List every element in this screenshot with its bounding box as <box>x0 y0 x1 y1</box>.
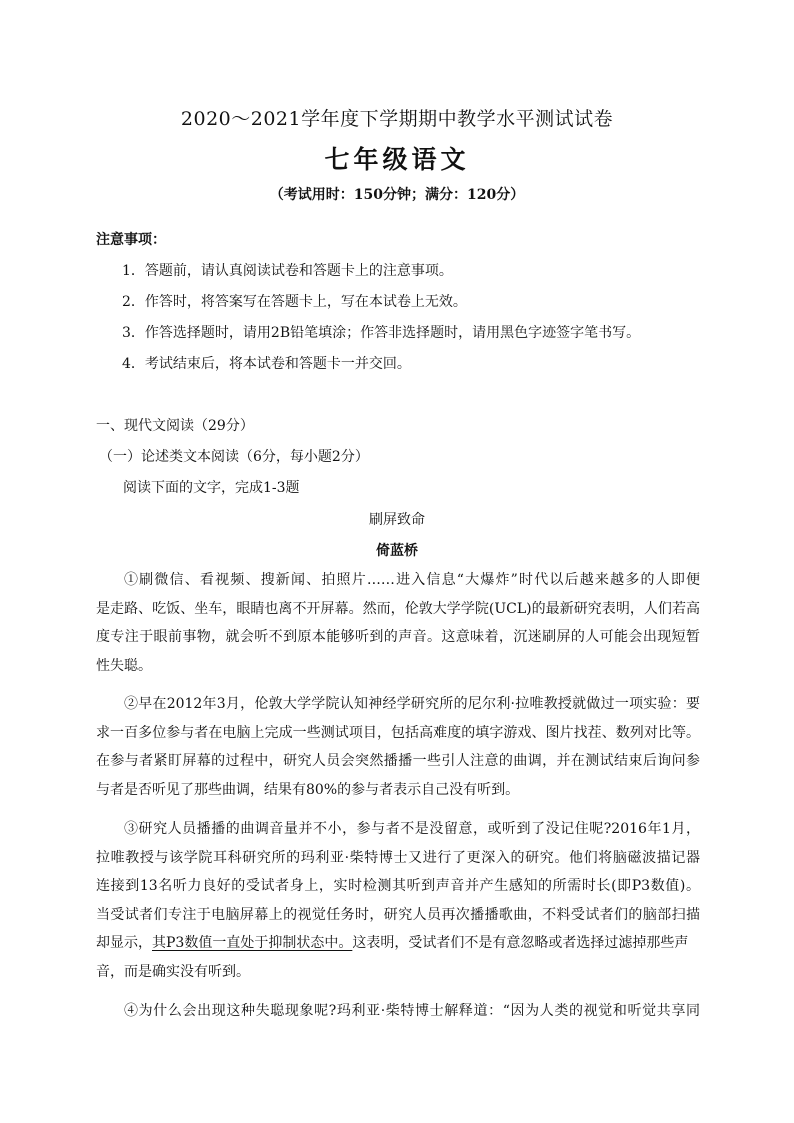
notice-item: 1．答题前，请认真阅读试卷和答题卡上的注意事项。 <box>122 263 453 279</box>
article-author: 倚蓝桥 <box>376 543 418 559</box>
subject-heading: 七年级语文 <box>324 145 470 174</box>
paragraph-line: 连接到13名听力良好的受试者身上，实时检测其听到声音并产生感知的所需时长(即P3数值)。 <box>96 878 700 895</box>
exam-title: 2020～2021学年度下学期期中教学水平测试试卷 <box>180 108 614 130</box>
paragraph-line: 在参与者紧盯屏幕的过程中，研究人员会突然播播一些引人注意的曲调，并在测试结束后询问参 <box>96 753 700 770</box>
exam-info: （考试用时：150分钟；满分：120分） <box>269 187 525 203</box>
subsection-heading: （一）论述类文本阅读（6分，每小题2分） <box>99 449 369 465</box>
paragraph-line: 与者是否听见了那些曲调，结果有80%的参与者表示自己没有听到。 <box>96 781 520 798</box>
paragraph-line: 拉唯教授与该学院耳科研究所的玛利亚·柴特博士又进行了更深入的研究。他们将脑磁波描记器 <box>96 849 700 866</box>
reading-instruction: 阅读下面的文字，完成1-3题 <box>123 480 300 496</box>
paragraph-3 <box>96 815 700 987</box>
notice-item: 3．作答选择题时，请用2B铅笔填涂；作答非选择题时，请用黑色字迹签字笔书写。 <box>122 325 641 341</box>
underlined-sentence: 其P3数值一直处于抑制状态中。 <box>152 935 353 952</box>
paragraph-line: 度专注于眼前事物，就会听不到原本能够听到的声音。这意味着，沉迷刷屏的人可能会出现短暂 <box>96 629 700 646</box>
paragraph-4 <box>96 997 700 1026</box>
paragraph-line: 音，而是确实没有听到。 <box>96 963 250 980</box>
paragraph-line: ③研究人员播播的曲调音量并不小，参与者不是没留意，或听到了没记住呢?2016年1月， <box>124 821 700 837</box>
paragraph-line: 当受试者们专注于电脑屏幕上的视觉任务时，研究人员再次播播歌曲，不料受试者们的脑部扫描 <box>96 906 700 923</box>
notice-title: 注意事项： <box>96 232 166 248</box>
text-segment: 却显示， <box>96 935 152 952</box>
notice-item: 4．考试结束后，将本试卷和答题卡一并交回。 <box>122 356 411 372</box>
paragraph-line: ①刷微信、看视频、搜新闻、拍照片……进入信息“大爆炸”时代以后越来越多的人即便 <box>124 572 700 588</box>
paragraph-line: ②早在2012年3月，伦敦大学学院认知神经学研究所的尼尔利·拉唯教授就做过一项实验：要 <box>124 696 700 712</box>
paragraph-line: 性失聪。 <box>96 657 152 674</box>
text-segment: 这表明，受试者们不是有意忽略或者选择过滤掉那些声 <box>352 935 689 952</box>
paragraph-line: 求一百多位参与者在电脑上完成一些测试项目，包括高难度的填字游戏、图片找茬、数列对比等。 <box>96 724 700 741</box>
paragraph-2 <box>96 690 700 804</box>
paragraph-1 <box>96 566 700 680</box>
paragraph-line: 是走路、吃饭、坐车，眼睛也离不开屏幕。然而，伦敦大学学院(UCL)的最新研究表明，人们若高 <box>96 600 700 617</box>
article-title: 刷屏致命 <box>369 512 425 528</box>
notice-item: 2．作答时，将答案写在答题卡上，写在本试卷上无效。 <box>122 294 467 310</box>
paragraph-line: ④为什么会出现这种失聪现象呢?玛利亚·柴特博士解释道：“因为人类的视觉和听觉共享同 <box>124 1003 700 1019</box>
section-heading: 一、现代文阅读（29分） <box>96 418 254 434</box>
paragraph-line <box>96 929 700 958</box>
